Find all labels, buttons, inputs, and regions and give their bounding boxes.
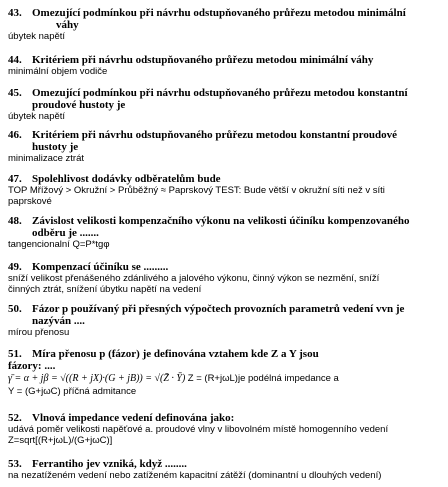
question-title-cont: váhy <box>56 19 79 31</box>
question-answer: úbytek napětí <box>8 111 66 122</box>
question-number: 50. <box>8 303 22 315</box>
question-number: 52. <box>8 412 22 424</box>
question-43 <box>8 7 444 42</box>
question-52 <box>8 412 444 446</box>
question-45 <box>8 87 444 122</box>
question-50 <box>8 303 444 338</box>
question-title: Ferrantiho jev vzniká, když ........ <box>32 458 187 470</box>
question-title: Kritériem při návrhu odstupňovaného průřezu metodou minimální váhy <box>32 54 374 66</box>
question-46 <box>8 129 444 164</box>
question-number: 45. <box>8 87 22 99</box>
question-title: Míra přenosu p (fázor) je definována vztahem kde Z a Y jsou <box>32 348 319 360</box>
question-title: Spolehlivost dodávky odběratelům bude <box>32 173 221 185</box>
question-answer: mírou přenosu <box>8 327 70 338</box>
question-answer: minimální objem vodiče <box>8 66 108 77</box>
question-answer: úbytek napětí <box>8 31 66 42</box>
formula-expression: γ̄ = α + jβ = √((R + jX)·(G + jB)) = √(Z̄ · Ȳ) <box>8 373 186 384</box>
question-answer-cont: Y = (G+jωC) příčná admitance <box>8 386 137 397</box>
question-answer: TOP Mřížový > Okružní > Průběžný ≈ Paprskový TEST: Bude větší v okružní síti než v síti <box>8 185 385 196</box>
question-44 <box>8 54 444 77</box>
question-number: 43. <box>8 7 22 19</box>
question-answer-cont: paprskové <box>8 196 52 207</box>
question-title-cont: hustoty je <box>32 141 79 153</box>
question-answer-cont: činných ztrát, snížení úbytku napětí na vedení <box>8 284 202 295</box>
question-title: Omezující podmínkou při návrhu odstupňovaného průřezu metodou minimální <box>32 7 406 19</box>
question-title-cont: proudové hustoty je <box>32 99 126 111</box>
question-answer-cont: Z=sqrt[(R+jωL)/(G+jωC)] <box>8 435 113 446</box>
question-title-cont: odběru je ....... <box>32 227 99 239</box>
question-51 <box>8 348 444 397</box>
question-53 <box>8 458 444 481</box>
question-title: Závislost velikosti kompenzačního výkonu na velikosti účiníku kompenzovaného <box>32 215 410 227</box>
question-title: Kritériem při návrhu odstupňovaného průřezu metodou konstantní proudové <box>32 129 397 141</box>
question-answer: na nezatíženém vedení nebo zatíženém kapacitní zátěží (dominantní u dlouhých vedení) <box>8 470 382 481</box>
question-number: 49. <box>8 261 22 273</box>
question-number: 44. <box>8 54 22 66</box>
question-title: Kompenzací účiníku se ......... <box>32 261 169 273</box>
question-number: 47. <box>8 173 22 185</box>
question-48 <box>8 215 444 250</box>
question-number: 51. <box>8 348 22 360</box>
question-title: Omezující podmínkou při návrhu odstupňovaného průřezu metodou konstantní <box>32 87 408 99</box>
question-answer: minimalizace ztrát <box>8 153 85 164</box>
question-title: Fázor p používaný při přesných výpočtech provozních parametrů vedení vvn je <box>32 303 405 315</box>
formula-description: Z = (R+jωL)je podélná impedance a <box>187 373 339 384</box>
question-title: Vlnová impedance vedení definována jako: <box>32 412 235 424</box>
question-number: 53. <box>8 458 22 470</box>
question-title-cont: nazýván .... <box>32 315 85 327</box>
transfer-formula <box>8 372 444 386</box>
question-title-cont: fázory: .... <box>8 360 56 372</box>
question-number: 48. <box>8 215 22 227</box>
question-answer: sníží velikost přenášeného zdánlivého a jalového výkonu, činný výkon se nezmění, sníží <box>8 273 380 284</box>
question-answer: udává poměr velikosti napěťové a. proudové vlny v libovolném místě homogenního vedení <box>8 424 389 435</box>
question-47 <box>8 173 444 207</box>
question-answer: tangencionalní Q=P*tgφ <box>8 239 110 250</box>
question-number: 46. <box>8 129 22 141</box>
question-49 <box>8 261 444 295</box>
